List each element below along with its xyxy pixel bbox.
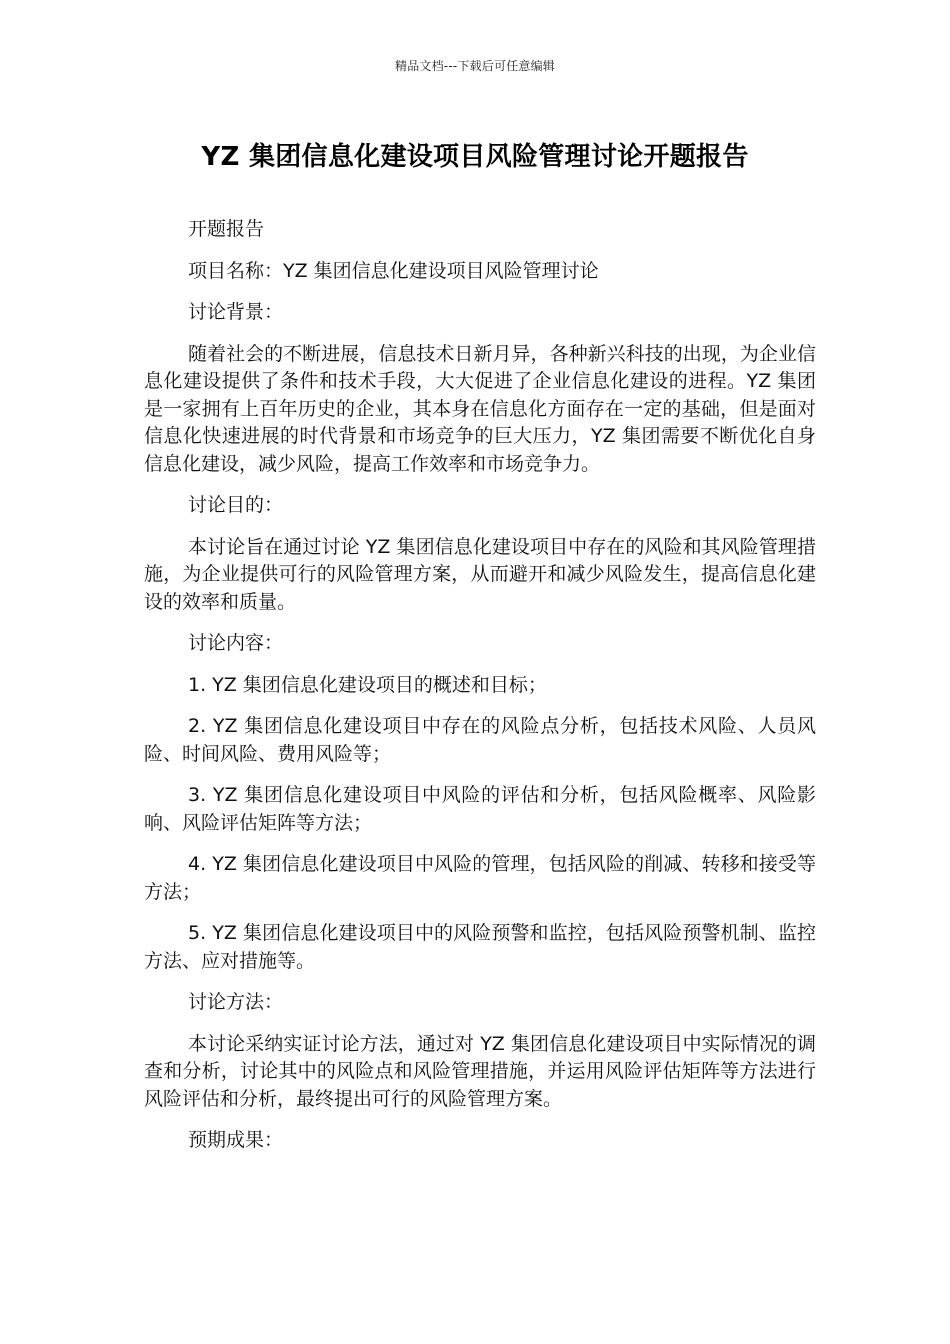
document-body — [144, 216, 816, 1169]
heading-content: 讨论内容： — [188, 632, 284, 654]
list-item: 3. YZ 集团信息化建设项目中风险的评估和分析，包括风险概率、风险影响、风险评估矩阵等方法； — [144, 784, 816, 834]
list-item: 2. YZ 集团信息化建设项目中存在的风险点分析，包括技术风险、人员风险、时间风险、费用风险等； — [144, 715, 816, 765]
paragraph-background: 随着社会的不断进展，信息技术日新月异，各种新兴科技的出现，为企业信息化建设提供了条件和技术手段，大大促进了企业信息化建设的进程。YZ 集团是一家拥有上百年历史的企业，其本身在信息化方面存在一定的基础，但是面对信息化快速进展的时代背景和市场竞争的巨大压力，YZ 集团需要不断优化自身信息化建设，减少风险，提高工作效率和市场竞争力。 — [144, 342, 816, 475]
paragraph-purpose: 本讨论旨在通过讨论 YZ 集团信息化建设项目中存在的风险和其风险管理措施，为企业提供可行的风险管理方案，从而避开和减少风险发生，提高信息化建设的效率和质量。 — [144, 535, 816, 613]
heading-method: 讨论方法： — [188, 991, 284, 1013]
heading-background: 讨论背景： — [188, 301, 284, 323]
heading-purpose: 讨论目的： — [188, 494, 284, 516]
list-item: 5. YZ 集团信息化建设项目中的风险预警和监控，包括风险预警机制、监控方法、应对措施等。 — [144, 922, 816, 972]
paragraph-method: 本讨论采纳实证讨论方法，通过对 YZ 集团信息化建设项目中实际情况的调查和分析，讨论其中的风险点和风险管理措施，并运用风险评估矩阵等方法进行风险评估和分析，最终提出可行的风险管理方案。 — [144, 1032, 816, 1110]
heading-expected-results: 预期成果： — [188, 1129, 284, 1151]
list-item: 4. YZ 集团信息化建设项目中风险的管理，包括风险的削减、转移和接受等方法； — [144, 853, 816, 903]
list-item: 1. YZ 集团信息化建设项目的概述和目标； — [188, 673, 547, 696]
document-title: YZ 集团信息化建设项目风险管理讨论开题报告 — [201, 142, 749, 172]
header-note: 精品文档---下载后可任意编辑 — [395, 59, 555, 73]
paragraph-project-name: 项目名称：YZ 集团信息化建设项目风险管理讨论 — [188, 259, 599, 282]
paragraph-report-label: 开题报告 — [188, 218, 265, 240]
